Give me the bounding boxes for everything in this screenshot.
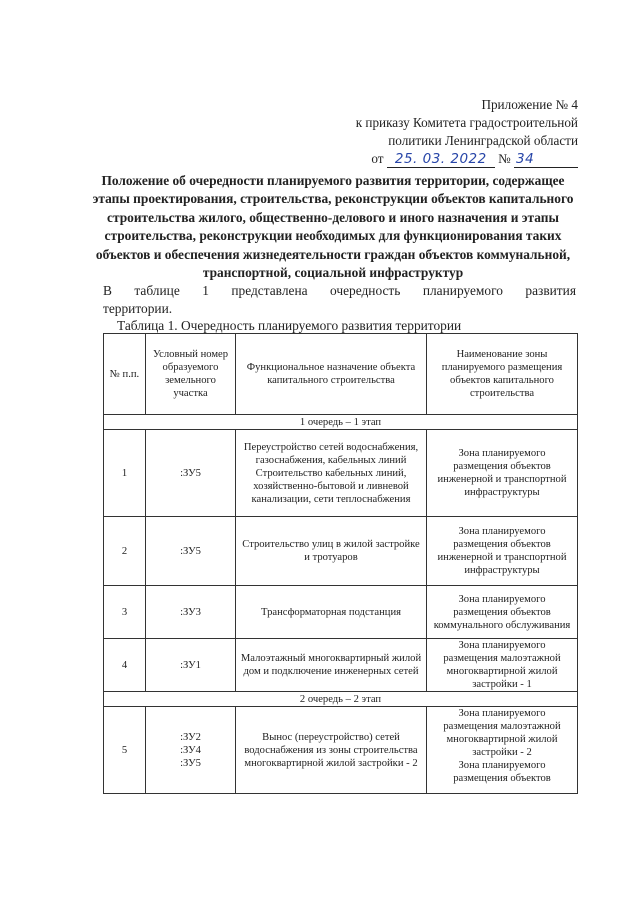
table-row	[104, 586, 578, 639]
cell-purpose: Трансформаторная подстанция	[236, 586, 427, 639]
stage-row	[104, 692, 578, 707]
handwritten-number: 34	[514, 151, 578, 168]
cell-zone	[427, 707, 578, 794]
appendix-block	[356, 96, 578, 168]
table-row	[104, 517, 578, 586]
number-label: №	[498, 151, 511, 166]
zone-text-a: Зона планируемого размещения малоэтажной многоквартирной жилой застройки - 2	[443, 708, 561, 758]
plot-code: :ЗУ4	[180, 744, 201, 756]
cell-zone: Зона планируемого размещения объектов инженерной и транспортной инфраструктуры	[427, 430, 578, 517]
header-num: № п.п.	[104, 334, 146, 415]
from-label: от	[371, 151, 384, 166]
cell-plot	[146, 707, 236, 794]
handwritten-date: 25. 03. 2022	[387, 151, 495, 168]
cell-zone: Зона планируемого размещения малоэтажной многоквартирной жилой застройки - 1	[427, 639, 578, 692]
cell-num: 5	[104, 707, 146, 794]
cell-zone: Зона планируемого размещения объектов инженерной и транспортной инфраструктуры	[427, 517, 578, 586]
plot-code: :ЗУ5	[180, 757, 201, 769]
appendix-committee: политики Ленинградской области	[388, 133, 578, 148]
cell-purpose: Малоэтажный многоквартирный жилой дом и подключение инженерных сетей	[236, 639, 427, 692]
plot-code: :ЗУ2	[180, 731, 201, 743]
cell-num: 2	[104, 517, 146, 586]
cell-plot: :ЗУ5	[146, 430, 236, 517]
cell-num: 1	[104, 430, 146, 517]
cell-plot: :ЗУ5	[146, 517, 236, 586]
table-header-row	[104, 334, 578, 415]
cell-num: 3	[104, 586, 146, 639]
document-title: Положение об очередности планируемого развития территории, содержащее этапы проектирования, строительства, реконструкции объектов капитального строительства жилого, общественно-делового и иного назначения и этапы строительства, реконструкции необходимых для функционирования таких объектов и обеспечения жизнедеятельности граждан объектов коммунальной, транспортной, социальной инфраструктур	[92, 173, 574, 281]
table-row	[104, 639, 578, 692]
stage-row	[104, 415, 578, 430]
zone-text-b: Зона планируемого размещения объектов	[453, 760, 551, 784]
cell-purpose: Переустройство сетей водоснабжения, газоснабжения, кабельных линий Строительство кабельных линий, хозяйственно-бытовой и ливневой канализации, сети теплоснабжения	[236, 430, 427, 517]
header-zone: Наименование зоны планируемого размещения объектов капитального строительства	[427, 334, 578, 415]
cell-plot: :ЗУ3	[146, 586, 236, 639]
development-stages-table	[103, 333, 578, 794]
header-purpose: Функциональное назначение объекта капитального строительства	[236, 334, 427, 415]
table-caption: Таблица 1. Очередность планируемого развития территории	[117, 318, 462, 333]
appendix-order-ref: к приказу Комитета градостроительной	[355, 115, 578, 130]
cell-purpose: Вынос (переустройство) сетей водоснабжения из зоны строительства многоквартирной жилой застройки - 2	[236, 707, 427, 794]
cell-num: 4	[104, 639, 146, 692]
cell-plot: :ЗУ1	[146, 639, 236, 692]
intro-line-1: В таблице 1 представлена очередность планируемого развития	[103, 283, 576, 298]
appendix-date-line	[356, 150, 578, 168]
table-row	[104, 430, 578, 517]
appendix-number: Приложение № 4	[481, 97, 578, 112]
stage-1-label: 1 очередь – 1 этап	[104, 415, 578, 430]
intro-line-2: территории.	[103, 301, 173, 316]
stage-2-label: 2 очередь – 2 этап	[104, 692, 578, 707]
cell-purpose: Строительство улиц в жилой застройке и тротуаров	[236, 517, 427, 586]
cell-zone: Зона планируемого размещения объектов коммунального обслуживания	[427, 586, 578, 639]
table-row	[104, 707, 578, 794]
header-plot: Условный номер образуемого земельного участка	[146, 334, 236, 415]
